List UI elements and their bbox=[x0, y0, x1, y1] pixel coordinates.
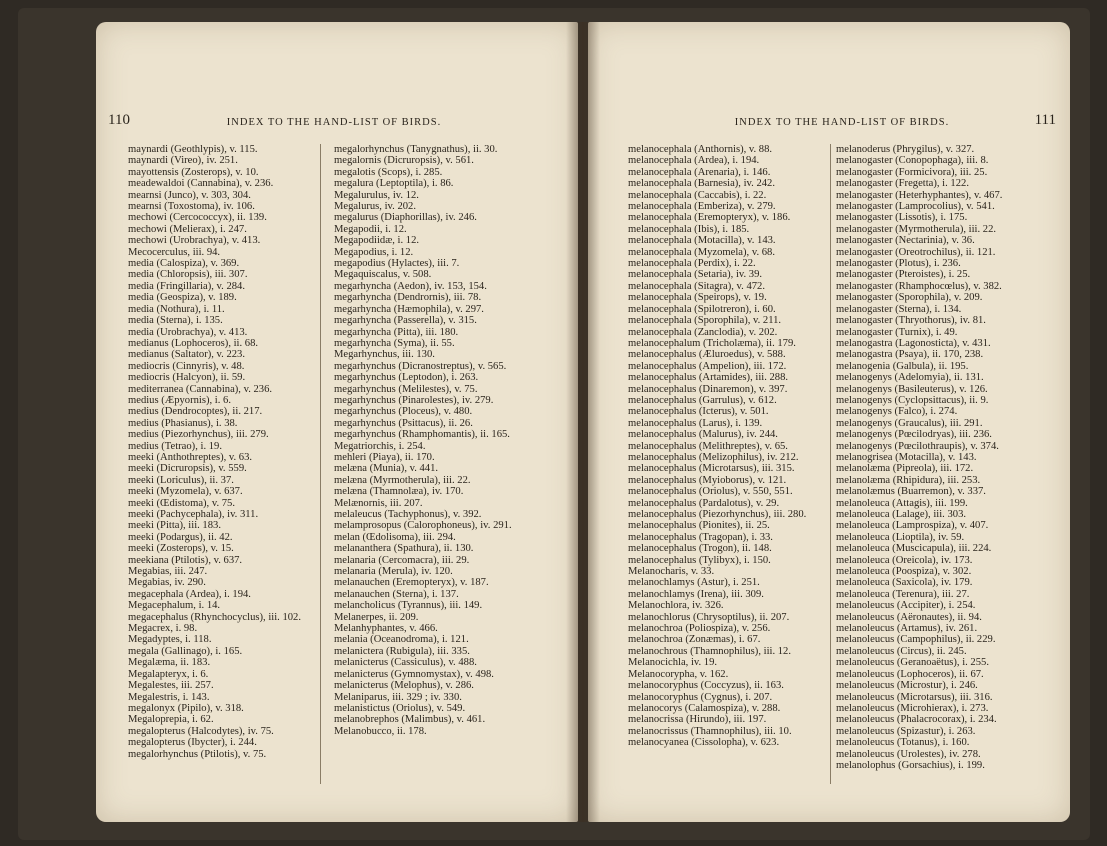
index-entry: melanauchen (Eremopteryx), v. 187. bbox=[334, 577, 489, 589]
index-entry: medius (Piezorhynchus), iii. 279. bbox=[128, 429, 269, 441]
index-entry: melanoleucus (Spizastur), i. 263. bbox=[836, 725, 976, 737]
index-entry: megalura (Leptoptila), i. 86. bbox=[334, 178, 454, 190]
index-entry: melanocephala (Anthornis), v. 88. bbox=[628, 144, 773, 155]
index-entry: melanoleuca (Terenura), iii. 27. bbox=[836, 588, 970, 600]
index-entry: melanocephala (Speirops), v. 19. bbox=[628, 292, 767, 304]
index-entry: melanocephalus (Dinaremon), v. 397. bbox=[628, 383, 788, 395]
index-entry: melanogaster (Nectarinia), v. 36. bbox=[836, 235, 975, 247]
index-entry: medius (Dendrocoptes), ii. 217. bbox=[128, 406, 263, 418]
index-entry: melanoleuca (Lamprospiza), v. 407. bbox=[836, 520, 989, 532]
index-entry: melanocephala (Zanclodia), v. 202. bbox=[628, 326, 778, 338]
index-entry: melanoleucus (Lophoceros), ii. 67. bbox=[836, 668, 984, 680]
index-entry: meeki (Pachycephala), iv. 311. bbox=[128, 509, 259, 520]
index-entry: melanictera (Rubigula), iii. 335. bbox=[334, 645, 470, 657]
index-entry: melanocephala (Setaria), iv. 39. bbox=[628, 269, 763, 281]
index-entry: mediocris (Cinnyris), v. 48. bbox=[128, 360, 245, 372]
index-entry: melanoleucus (Aëronautes), ii. 94. bbox=[836, 611, 982, 623]
index-entry: media (Fringillaria), v. 284. bbox=[128, 280, 245, 292]
index-entry: melanoleucus (Artamus), iv. 261. bbox=[836, 623, 978, 635]
index-entry: melanauchen (Sterna), i. 137. bbox=[334, 588, 459, 600]
index-entry: melanochlamys (Astur), i. 251. bbox=[628, 577, 760, 589]
index-entry: Megabias, iii. 247. bbox=[128, 566, 208, 578]
index-entry: melanocephala (Sporophila), v. 211. bbox=[628, 315, 782, 327]
index-entry: Megatriorchis, i. 254. bbox=[334, 440, 426, 452]
index-entry: melanaria (Cercomacra), iii. 29. bbox=[334, 554, 470, 566]
index-entry: melanocephala (Caccabis), i. 22. bbox=[628, 189, 767, 201]
index-entry: melanoleucus (Microtarsus), iii. 316. bbox=[836, 691, 993, 703]
index-entry: melanogenia (Galbula), ii. 195. bbox=[836, 360, 969, 372]
index-entry: melanocephalus (Tragopan), i. 33. bbox=[628, 531, 773, 543]
index-entry: Melænornis, iii. 207. bbox=[334, 497, 423, 509]
index-entry: melanogenys (Pœcilodryas), iii. 236. bbox=[836, 429, 992, 441]
index-entry: melanocephalus (Garrulus), v. 612. bbox=[628, 394, 777, 406]
index-entry: Megalestes, iii. 257. bbox=[128, 680, 214, 692]
index-entry: melanocoryphus (Cygnus), i. 207. bbox=[628, 691, 773, 703]
index-entry: media (Chloropsis), iii. 307. bbox=[128, 269, 248, 281]
index-entry: megarhynchus (Leptodon), i. 263. bbox=[334, 372, 479, 384]
index-entry: melanocephalus (Ampelion), iii. 172. bbox=[628, 360, 787, 372]
left-running-title: INDEX TO THE HAND-LIST OF BIRDS. bbox=[226, 117, 442, 128]
index-entry: Megapodiidæ, i. 12. bbox=[334, 235, 420, 247]
index-entry: media (Sterna), i. 135. bbox=[128, 315, 223, 327]
index-entry: melanolæma (Rhipidura), iii. 253. bbox=[836, 474, 981, 486]
index-entry: meeki (Podargus), ii. 42. bbox=[128, 531, 233, 543]
index-entry: melania (Oceanodroma), i. 121. bbox=[334, 634, 469, 646]
index-entry: melanogastra (Psaya), ii. 170, 238. bbox=[836, 349, 984, 361]
index-entry: melanoleucus (Accipiter), i. 254. bbox=[836, 600, 976, 612]
index-entry: melanochlamys (Irena), iii. 309. bbox=[628, 588, 764, 600]
index-entry: melanocephalus (Myioborus), v. 121. bbox=[628, 474, 787, 486]
index-entry: melanolophus (Gorsachius), i. 199. bbox=[836, 759, 985, 771]
index-entry: Megaquiscalus, v. 508. bbox=[334, 269, 432, 281]
index-entry: megarhynchus (Ploceus), v. 480. bbox=[334, 406, 473, 418]
index-entry: melanogaster (Lamprocolius), v. 541. bbox=[836, 201, 995, 213]
index-entry: Melaniparus, iii. 329 ; iv. 330. bbox=[334, 691, 462, 703]
index-entry: melanaria (Merula), iv. 120. bbox=[334, 566, 453, 578]
index-entry: megalonyx (Pipilo), v. 318. bbox=[128, 702, 244, 714]
index-entry: medius (Æpyornis), i. 6. bbox=[128, 394, 231, 406]
index-entry: melanocephalus (Trogon), ii. 148. bbox=[628, 543, 772, 555]
index-entry: melanogaster (Lissotis), i. 175. bbox=[836, 212, 968, 224]
index-entry: medius (Phasianus), i. 38. bbox=[128, 417, 238, 429]
index-entry: Melanochlora, iv. 326. bbox=[628, 600, 724, 612]
index-entry: Melanobucco, ii. 178. bbox=[334, 725, 427, 737]
left-page bbox=[96, 22, 578, 822]
index-entry: melanogenys (Falco), i. 274. bbox=[836, 406, 958, 418]
index-entry: megapodius (Hylactes), iii. 7. bbox=[334, 258, 460, 270]
index-entry: melanocoryphus (Coccyzus), ii. 163. bbox=[628, 680, 784, 692]
index-entry: Melanerpes, ii. 209. bbox=[334, 611, 419, 623]
index-entry: mearnsi (Junco), v. 303, 304. bbox=[128, 189, 251, 201]
index-entry: melanocephala (Ardea), i. 194. bbox=[628, 155, 760, 167]
index-entry: mechowi (Melierax), i. 247. bbox=[128, 223, 247, 235]
index-entry: megalotis (Scops), i. 285. bbox=[334, 166, 443, 178]
index-entry: melanistictus (Oriolus), v. 549. bbox=[334, 702, 466, 714]
index-entry: melan (Œdolisoma), iii. 294. bbox=[334, 531, 456, 543]
index-entry: melanogaster (Formicivora), iii. 25. bbox=[836, 166, 988, 178]
left-column-1 bbox=[128, 144, 306, 760]
index-entry: melancholicus (Tyrannus), iii. 149. bbox=[334, 600, 483, 612]
index-entry: melanocrissus (Thamnophilus), iii. 10. bbox=[628, 725, 792, 737]
index-entry: melanogaster (Heterhyphantes), v. 467. bbox=[836, 189, 1003, 201]
index-entry: Megapodius, i. 12. bbox=[334, 246, 414, 258]
index-entry: meeki (Loriculus), ii. 37. bbox=[128, 474, 234, 486]
index-entry: megarhyncha (Hæmophila), v. 297. bbox=[334, 303, 484, 315]
index-entry: melanicterus (Cassiculus), v. 488. bbox=[334, 657, 477, 669]
index-entry: Megapodii, i. 12. bbox=[334, 223, 407, 235]
index-entry: melanogaster (Pteroistes), i. 25. bbox=[836, 269, 971, 281]
index-entry: melanochlorus (Chrysoptilus), ii. 207. bbox=[628, 611, 790, 623]
index-entry: meeki (Œdistoma), v. 75. bbox=[128, 497, 235, 509]
index-entry: megalopterus (Halcodytes), iv. 75. bbox=[128, 725, 274, 737]
index-entry: Melanocharis, v. 33. bbox=[628, 566, 715, 578]
index-entry: Megacephalum, i. 14. bbox=[128, 600, 221, 612]
index-entry: melanoleuca (Lalage), iii. 303. bbox=[836, 509, 967, 520]
index-entry: melanocephala (Spilotreron), i. 60. bbox=[628, 303, 776, 315]
index-entry: melanocephala (Perdix), i. 22. bbox=[628, 258, 756, 270]
index-entry: Mecocerculus, iii. 94. bbox=[128, 246, 221, 258]
index-entry: melæna (Myrmotherula), iii. 22. bbox=[334, 474, 471, 486]
index-entry: melanoleucus (Campophilus), ii. 229. bbox=[836, 634, 996, 646]
index-entry: Megacrex, i. 98. bbox=[128, 623, 198, 635]
index-entry: melanogaster (Fregetta), i. 122. bbox=[836, 178, 969, 190]
index-entry: megarhynchus (Dicranostreptus), v. 565. bbox=[334, 360, 507, 372]
index-entry: melanoleucus (Microstur), i. 246. bbox=[836, 680, 978, 692]
index-entry: melanoleucus (Totanus), i. 160. bbox=[836, 737, 970, 749]
index-entry: megala (Gallinago), i. 165. bbox=[128, 645, 243, 657]
index-entry: media (Geospiza), v. 189. bbox=[128, 292, 237, 304]
index-entry: megarhynchus (Psittacus), ii. 26. bbox=[334, 417, 473, 429]
index-entry: Megabias, iv. 290. bbox=[128, 577, 206, 589]
index-entry: melanogaster (Conopophaga), iii. 8. bbox=[836, 155, 989, 167]
index-entry: megarhyncha (Syma), ii. 55. bbox=[334, 337, 455, 349]
index-entry: Melanocorypha, v. 162. bbox=[628, 668, 729, 680]
index-entry: melanocephalus (Icterus), v. 501. bbox=[628, 406, 769, 418]
index-entry: melaleucus (Tachyphonus), v. 392. bbox=[334, 509, 482, 520]
index-entry: melanochrous (Thamnophilus), iii. 12. bbox=[628, 645, 791, 657]
index-entry: melanocephalus (Piezorhynchus), iii. 280. bbox=[628, 509, 807, 520]
index-entry: meeki (Pitta), iii. 183. bbox=[128, 520, 221, 532]
index-entry: melanogenys (Cyclopsittacus), ii. 9. bbox=[836, 394, 989, 406]
index-entry: melamprosopus (Calorophoneus), iv. 291. bbox=[334, 520, 512, 532]
index-entry: megacephala (Ardea), i. 194. bbox=[128, 588, 251, 600]
index-entry: melanocorys (Calamospiza), v. 288. bbox=[628, 702, 781, 714]
book-gutter bbox=[566, 22, 600, 822]
index-entry: melanoderus (Phrygilus), v. 327. bbox=[836, 144, 975, 155]
index-entry: melanocephala (Sitagra), v. 472. bbox=[628, 280, 765, 292]
index-entry: maynardi (Vireo), iv. 251. bbox=[128, 155, 238, 167]
index-entry: melanocephalus (Artamides), iii. 288. bbox=[628, 372, 789, 384]
index-entry: mediocris (Halcyon), ii. 59. bbox=[128, 372, 246, 384]
index-entry: melanocephala (Myzomela), v. 68. bbox=[628, 246, 775, 258]
index-entry: melanocephalus (Larus), i. 139. bbox=[628, 417, 763, 429]
index-entry: megarhyncha (Pitta), iii. 180. bbox=[334, 326, 459, 338]
index-entry: melanocephala (Barnesia), iv. 242. bbox=[628, 178, 775, 190]
index-entry: meeki (Anthothreptes), v. 63. bbox=[128, 451, 253, 463]
column-divider bbox=[830, 144, 831, 784]
index-entry: melanocephala (Motacilla), v. 143. bbox=[628, 235, 776, 247]
index-entry: melæna (Thamnolæa), iv. 170. bbox=[334, 486, 464, 498]
index-entry: megacephalus (Rhynchocyclus), iii. 102. bbox=[128, 611, 301, 623]
index-entry: melanocephala (Arenaria), i. 146. bbox=[628, 166, 771, 178]
index-entry: melanoleuca (Poospiza), v. 302. bbox=[836, 566, 972, 578]
index-entry: mechowi (Urobrachya), v. 413. bbox=[128, 235, 261, 247]
index-entry: melanogaster (Thryothorus), iv. 81. bbox=[836, 315, 986, 327]
index-entry: melanocephalus (Melizophilus), iv. 212. bbox=[628, 451, 799, 463]
index-entry: megalurus (Diaphorillas), iv. 246. bbox=[334, 212, 477, 224]
index-entry: melanogastra (Lagonosticta), v. 431. bbox=[836, 337, 991, 349]
index-entry: melanicterus (Melophus), v. 286. bbox=[334, 680, 474, 692]
index-entry: melanocephalus (Tylibyx), i. 150. bbox=[628, 554, 771, 566]
index-entry: megalornis (Dicruropsis), v. 561. bbox=[334, 155, 474, 167]
index-entry: melanoleuca (Oreicola), iv. 173. bbox=[836, 554, 973, 566]
index-entry: maynardi (Geothlypis), v. 115. bbox=[128, 144, 258, 155]
index-entry: melanogenys (Pœcilothraupis), v. 374. bbox=[836, 440, 999, 452]
index-entry: melanoleucus (Circus), ii. 245. bbox=[836, 645, 967, 657]
index-entry: media (Urobrachya), v. 413. bbox=[128, 326, 248, 338]
book bbox=[18, 8, 1090, 840]
index-entry: melanicterus (Gymnomystax), v. 498. bbox=[334, 668, 494, 680]
index-entry: meeki (Dicruropsis), v. 559. bbox=[128, 463, 247, 475]
index-entry: melanogenys (Graucalus), iii. 291. bbox=[836, 417, 983, 429]
index-entry: megarhynchus (Pinarolestes), iv. 279. bbox=[334, 394, 494, 406]
index-entry: melanocephala (Emberiza), v. 279. bbox=[628, 201, 776, 213]
index-entry: melanocephalus (Oriolus), v. 550, 551. bbox=[628, 486, 793, 498]
index-entry: melanogaster (Sterna), i. 134. bbox=[836, 303, 962, 315]
index-entry: melanogrisea (Motacilla), v. 143. bbox=[836, 451, 977, 463]
index-entry: Megalapteryx, i. 6. bbox=[128, 668, 209, 680]
index-entry: mechowi (Cercococcyx), ii. 139. bbox=[128, 212, 267, 224]
index-entry: melæna (Munia), v. 441. bbox=[334, 463, 439, 475]
index-entry: meadewaldoi (Cannabina), v. 236. bbox=[128, 178, 274, 190]
index-entry: megalorhynchus (Tanygnathus), ii. 30. bbox=[334, 144, 498, 155]
index-entry: Megadyptes, i. 118. bbox=[128, 634, 212, 646]
index-entry: melanocephalum (Tricholæma), ii. 179. bbox=[628, 337, 796, 349]
index-entry: Megarhynchus, iii. 130. bbox=[334, 349, 435, 361]
column-divider bbox=[320, 144, 321, 784]
index-entry: melanocephalus (Pionites), ii. 25. bbox=[628, 520, 770, 532]
index-entry: megarhyncha (Dendrornis), iii. 78. bbox=[334, 292, 482, 304]
index-entry: melanocephala (Eremopteryx), v. 186. bbox=[628, 212, 791, 224]
index-entry: Megalurulus, iv. 12. bbox=[334, 189, 419, 201]
index-entry: medianus (Lophoceros), ii. 68. bbox=[128, 337, 259, 349]
index-entry: melanochroa (Zonæmas), i. 67. bbox=[628, 634, 761, 646]
index-entry: melanoleucus (Urolestes), iv. 278. bbox=[836, 748, 981, 760]
index-entry: melanolæmus (Buarremon), v. 337. bbox=[836, 486, 986, 498]
index-entry: melanobrephos (Malimbus), v. 461. bbox=[334, 714, 486, 726]
index-entry: mayottensis (Zosterops), v. 10. bbox=[128, 166, 259, 178]
index-entry: melanoleuca (Attagis), iii. 199. bbox=[836, 497, 968, 509]
index-entry: meeki (Zosterops), v. 15. bbox=[128, 543, 234, 555]
right-column-1 bbox=[628, 144, 828, 749]
index-entry: melanocephalus (Microtarsus), iii. 315. bbox=[628, 463, 795, 475]
index-entry: Melanhyphantes, v. 466. bbox=[334, 623, 438, 635]
index-entry: melanoleucus (Geranoaëtus), i. 255. bbox=[836, 657, 989, 669]
index-entry: megarhyncha (Passerella), v. 315. bbox=[334, 315, 477, 327]
index-entry: melanogaster (Rhamphocœlus), v. 382. bbox=[836, 280, 1002, 292]
left-column-2 bbox=[334, 144, 556, 737]
index-entry: melanogaster (Turnix), i. 49. bbox=[836, 326, 958, 338]
right-page bbox=[588, 22, 1070, 822]
index-entry: mearnsi (Toxostoma), iv. 106. bbox=[128, 201, 255, 213]
index-entry: melananthera (Spathura), ii. 130. bbox=[334, 543, 474, 555]
index-entry: Megalestris, i. 143. bbox=[128, 691, 210, 703]
index-entry: megarhynchus (Melilestes), v. 75. bbox=[334, 383, 478, 395]
index-entry: melanogaster (Myrmotherula), iii. 22. bbox=[836, 223, 997, 235]
index-entry: melanoleucus (Microhierax), i. 273. bbox=[836, 702, 989, 714]
index-entry: medius (Tetrao), i. 19. bbox=[128, 440, 222, 452]
index-entry: medianus (Saltator), v. 223. bbox=[128, 349, 245, 361]
index-entry: melanocrissa (Hirundo), iii. 197. bbox=[628, 714, 767, 726]
index-entry: melanogaster (Plotus), i. 236. bbox=[836, 258, 961, 270]
index-entry: melanoleuca (Muscicapula), iii. 224. bbox=[836, 543, 992, 555]
index-entry: melanoleucus (Phalacrocorax), i. 234. bbox=[836, 714, 997, 726]
index-entry: megarhyncha (Aedon), iv. 153, 154. bbox=[334, 280, 487, 292]
index-entry: megarhynchus (Rhamphomantis), ii. 165. bbox=[334, 429, 510, 441]
right-running-title: INDEX TO THE HAND-LIST OF BIRDS. bbox=[734, 117, 950, 128]
index-entry: melanochroa (Poliospiza), v. 256. bbox=[628, 623, 771, 635]
index-entry: media (Nothura), i. 11. bbox=[128, 303, 225, 315]
index-entry: melanocephala (Ibis), i. 185. bbox=[628, 223, 750, 235]
index-entry: melanocephalus (Malurus), iv. 244. bbox=[628, 429, 778, 441]
index-entry: megalorhynchus (Ptilotis), v. 75. bbox=[128, 748, 267, 760]
index-entry: melanocephalus (Pardalotus), v. 29. bbox=[628, 497, 780, 509]
index-entry: melanocephalus (Æluroedus), v. 588. bbox=[628, 349, 786, 361]
left-page-number: 110 bbox=[108, 112, 130, 128]
index-entry: melanoleuca (Saxicola), iv. 179. bbox=[836, 577, 973, 589]
index-entry: melanocephalus (Melithreptes), v. 65. bbox=[628, 440, 788, 452]
index-entry: meeki (Myzomela), v. 637. bbox=[128, 486, 243, 498]
index-entry: mehleri (Piaya), ii. 170. bbox=[334, 451, 435, 463]
index-entry: Megalurus, iv. 202. bbox=[334, 201, 416, 213]
index-entry: melanolæma (Pipreola), iii. 172. bbox=[836, 463, 974, 475]
index-entry: melanocyanea (Cissolopha), v. 623. bbox=[628, 737, 780, 749]
index-entry: melanoleuca (Lioptila), iv. 59. bbox=[836, 531, 965, 543]
right-page-number: 111 bbox=[1034, 112, 1056, 128]
index-entry: melanogaster (Oreotrochilus), ii. 121. bbox=[836, 246, 996, 258]
right-column-2 bbox=[836, 144, 1054, 771]
index-entry: Megalæma, ii. 183. bbox=[128, 657, 211, 669]
index-entry: meekiana (Ptilotis), v. 637. bbox=[128, 554, 243, 566]
index-entry: melanogaster (Sporophila), v. 209. bbox=[836, 292, 983, 304]
index-entry: melanogenys (Basileuterus), v. 126. bbox=[836, 383, 988, 395]
index-entry: melanogenys (Adelomyia), ii. 131. bbox=[836, 372, 984, 384]
index-entry: megalopterus (Ibycter), i. 244. bbox=[128, 737, 257, 749]
index-entry: Megaloprepia, i. 62. bbox=[128, 714, 214, 726]
index-entry: Melanocichla, iv. 19. bbox=[628, 657, 718, 669]
index-entry: mediterranea (Cannabina), v. 236. bbox=[128, 383, 273, 395]
index-entry: media (Calospiza), v. 369. bbox=[128, 258, 240, 270]
